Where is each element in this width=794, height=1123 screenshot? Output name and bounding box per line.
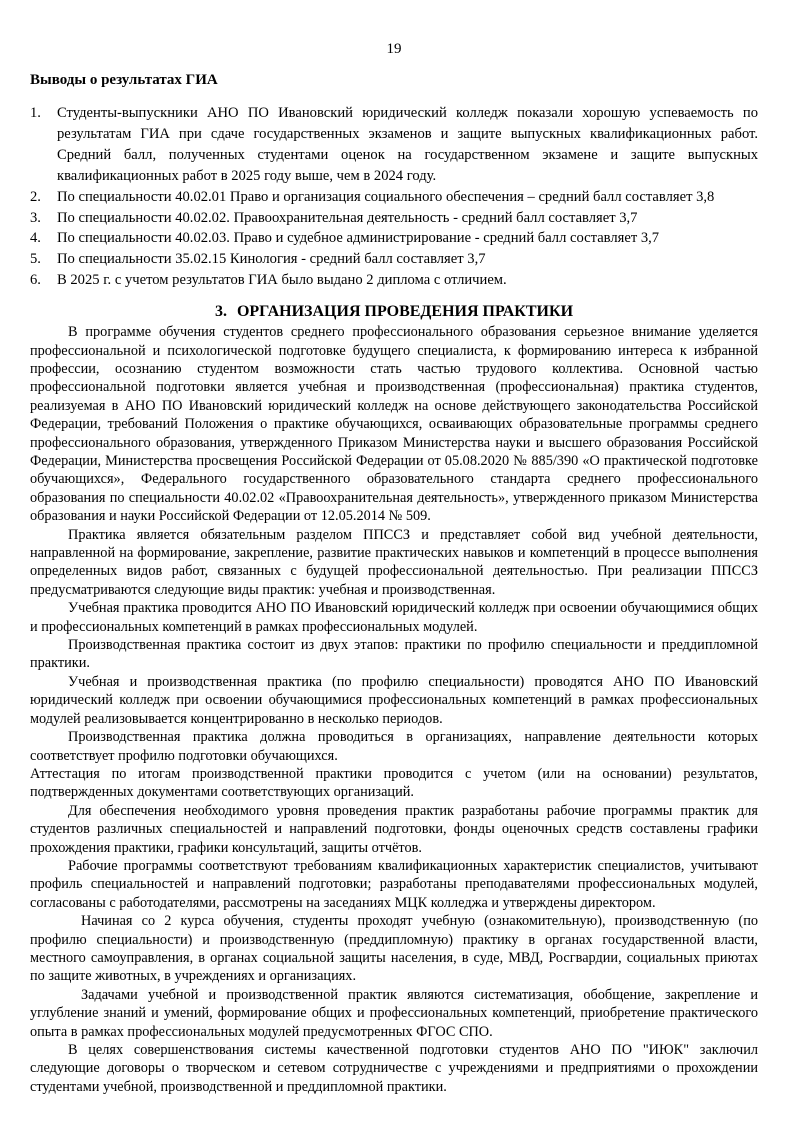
section-title: ОРГАНИЗАЦИЯ ПРОВЕДЕНИЯ ПРАКТИКИ bbox=[236, 303, 574, 321]
list-item bbox=[30, 228, 758, 249]
paragraph: Производственная практика должна проводиться в организациях, направление деятельности которых соответствует профилю подготовки обучающихся. bbox=[30, 729, 758, 764]
list-item-text: По специальности 40.02.02. Правоохранительная деятельность - средний балл составляет 3,7 bbox=[57, 209, 638, 226]
paragraph: Задачами учебной и производственной практик являются систематизация, обобщение, закрепление и углубление знаний и умений, формирование общих и профессиональных компетенций, приобретение практического опыта в рамках профессиональных модулей предусмотренных ФГОС СПО. bbox=[30, 986, 758, 1040]
gia-conclusions-list bbox=[30, 103, 758, 291]
list-item-text: Студенты-выпускники АНО ПО Ивановский юридический колледж показали хорошую успеваемость по результатам ГИА при сдаче государственных экзаменов и защите выпускных квалификационных работ. Средний балл, полученных студентами оценок на государственном экзамене и защите выпускных квалификационных работ в 2025 году выше, чем в 2024 году. bbox=[57, 105, 758, 184]
list-item bbox=[30, 187, 758, 208]
list-item bbox=[30, 249, 758, 270]
paragraph: Аттестация по итогам производственной практики проводится с учетом (или на основании) результатов, подтвержденных документами соответствующих организаций. bbox=[30, 765, 758, 801]
list-item-number: 6. bbox=[30, 272, 41, 289]
gia-conclusions-heading: Выводы о результатах ГИА bbox=[30, 72, 218, 88]
list-item bbox=[30, 103, 758, 187]
practice-section-heading bbox=[30, 302, 758, 322]
list-item-number: 2. bbox=[30, 188, 41, 205]
practice-section-body bbox=[30, 323, 758, 1096]
page-number: 19 bbox=[386, 41, 402, 57]
list-item-text: В 2025 г. с учетом результатов ГИА было выдано 2 диплома с отличием. bbox=[57, 272, 507, 289]
list-item bbox=[30, 208, 758, 229]
paragraph: В программе обучения студентов среднего профессионального образования серьезное внимание уделяется профессиональной и психологической подготовке будущего специалиста, к формированию интереса к избранной профессии, осознанию студентом возможности стать частью трудового коллектива. Основной частью профессиональной подготовки является учебная и производственная (профессиональная) практика студентов, реализуемая в АНО ПО Ивановский юридический колледж на основе действующего законодательства Российской Федерации, требований Положения о практике обучающихся, осваивающих образовательные программы среднего профессионального образования, утвержденного Приказом Министерства науки и высшего образования Российской Федерации, Министерства просвещения Российской Федерации от 05.08.2020 № 885/390 «О практической подготовке обучающихся», Федерального государственного образовательного стандарта среднего профессионального образования по специальности 40.02.02 «Правоохранительная деятельность», утвержденного приказом Министерства образования и науки Российской Федерации от 12.05.2014 № 509. bbox=[30, 324, 758, 525]
list-item-number: 4. bbox=[30, 230, 41, 247]
list-item-number: 1. bbox=[30, 105, 41, 121]
section-number: 3. bbox=[214, 303, 227, 321]
paragraph: Рабочие программы соответствуют требованиям квалификационных характеристик специалистов, учитывают профиль специальностей и направлений подготовки; разработаны преподавателями профессиональных модулей, согласованы с работодателями, рассмотрены на заседаниях МЦК колледжа и утверждены директором. bbox=[30, 857, 758, 911]
paragraph: В целях совершенствования системы качественной подготовки студентов АНО ПО "ИЮК" заключил следующие договоры о творческом и сетевом сотрудничестве с учреждениями и предприятиями о прохождении студентами учебной, производственной и преддипломной практики. bbox=[30, 1042, 758, 1095]
paragraph: Практика является обязательным разделом ППССЗ и представляет собой вид учебной деятельности, направленной на формирование, закрепление, развитие практических навыков и компетенций в процессе выполнения определенных видов работ, связанных с будущей профессиональной деятельностью. При реализации ППССЗ предусматриваются следующие виды практик: учебная и производственная. bbox=[30, 526, 758, 598]
list-item bbox=[30, 270, 758, 291]
paragraph: Для обеспечения необходимого уровня проведения практик разработаны рабочие программы практик для студентов различных специальностей и направлений подготовки, фонды оценочных средств составлены графики прохождения практики, графики консультаций, защиты отчётов. bbox=[30, 802, 758, 856]
list-item-text: По специальности 35.02.15 Кинология - средний балл составляет 3,7 bbox=[57, 251, 486, 268]
list-item-number: 5. bbox=[30, 251, 41, 268]
list-item-text: По специальности 40.02.03. Право и судебное администрирование - средний балл составляет 3,7 bbox=[57, 230, 660, 247]
paragraph: Учебная практика проводится АНО ПО Ивановский юридический колледж при освоении обучающимися общих и профессиональных компетенций в рамках профессиональных модулей. bbox=[30, 600, 758, 635]
paragraph: Учебная и производственная практика (по профилю специальности) проводятся АНО ПО Ивановский юридический колледж при освоении обучающимися профессиональных компетенций в рамках профессиональных модулей реализовывается концентрированно в несколько периодов. bbox=[30, 673, 758, 727]
paragraph: Производственная практика состоит из двух этапов: практики по профилю специальности и преддипломной практики. bbox=[30, 637, 758, 672]
list-item-number: 3. bbox=[30, 209, 41, 226]
paragraph: Начиная со 2 курса обучения, студенты проходят учебную (ознакомительную), производственную (по профилю специальности) и производственную (преддипломную) практику в органах государственной власти, местного самоуправления, в органах социальной защиты населения, в суде, МВД, Росгвардии, социальных приютах по защите животных, в учреждениях и организациях. bbox=[30, 913, 758, 985]
list-item-text: По специальности 40.02.01 Право и организация социального обеспечения – средний балл составляет 3,8 bbox=[57, 188, 715, 205]
